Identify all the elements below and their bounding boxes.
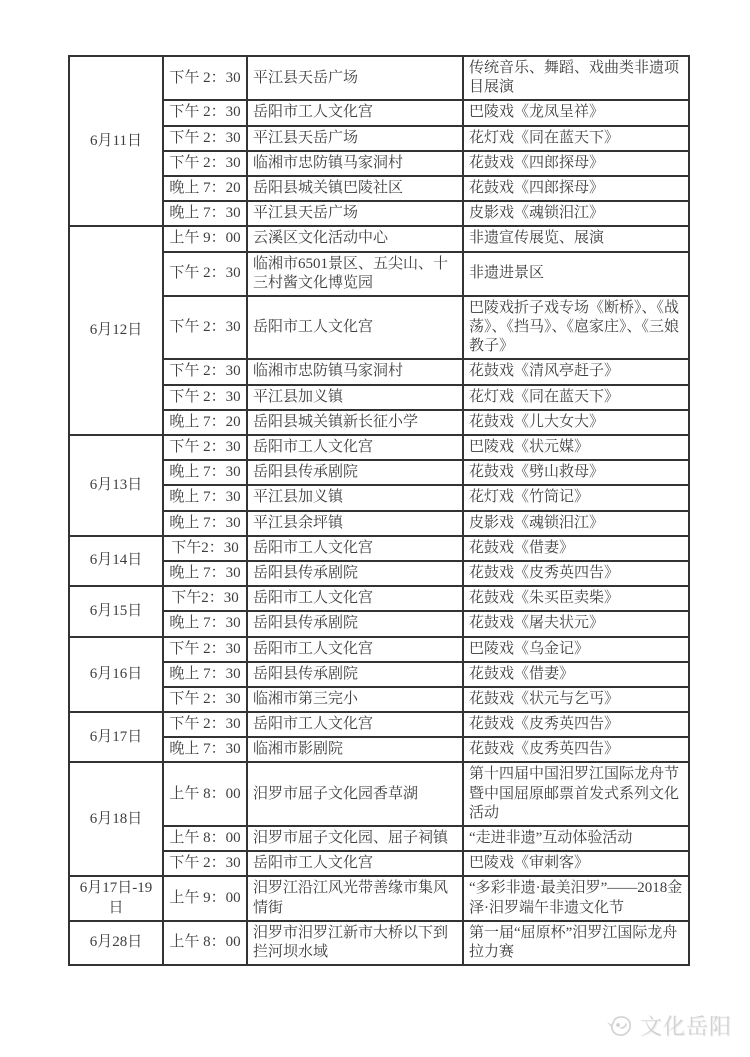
event-cell: 花鼓戏《朱买臣卖柴》: [463, 586, 689, 611]
time-cell: 晚上 7：30: [163, 737, 247, 762]
event-cell: 花灯戏《竹筒记》: [463, 485, 689, 510]
time-cell: 下午 2：30: [163, 851, 247, 876]
time-cell: 晚上 7：30: [163, 611, 247, 636]
time-cell: 下午 2：30: [163, 126, 247, 151]
event-cell: 巴陵戏《状元媒》: [463, 435, 689, 460]
location-cell: 临湘市忠防镇马家洞村: [247, 359, 463, 384]
location-cell: 岳阳市工人文化宫: [247, 100, 463, 125]
time-cell: 晚上 7：30: [163, 485, 247, 510]
time-cell: 下午 2：30: [163, 637, 247, 662]
time-cell: 晚上 7：30: [163, 662, 247, 687]
date-cell: 6月14日: [69, 536, 163, 586]
time-cell: 下午 2：30: [163, 296, 247, 360]
location-cell: 岳阳县传承剧院: [247, 460, 463, 485]
location-cell: 汨罗市屈子文化园、屈子祠镇: [247, 826, 463, 851]
location-cell: 平江县余坪镇: [247, 511, 463, 536]
time-cell: 下午 2：30: [163, 385, 247, 410]
event-cell: 花鼓戏《四郎探母》: [463, 151, 689, 176]
schedule-table-body: [69, 56, 689, 965]
table-row: [69, 586, 689, 611]
location-cell: 临湘市第三完小: [247, 687, 463, 712]
event-cell: 传统音乐、舞蹈、戏曲类非遗项目展演: [463, 56, 689, 100]
event-cell: 花灯戏《同在蓝天下》: [463, 385, 689, 410]
event-cell: 皮影戏《魂锁汨江》: [463, 201, 689, 226]
location-cell: 临湘市6501景区、五尖山、十三村酱文化博览园: [247, 252, 463, 296]
location-cell: 岳阳市工人文化宫: [247, 296, 463, 360]
event-cell: 第一届“屈原杯”汨罗江国际龙舟拉力赛: [463, 921, 689, 965]
table-row: [69, 762, 689, 826]
time-cell: 晚上 7：20: [163, 410, 247, 435]
location-cell: 岳阳市工人文化宫: [247, 536, 463, 561]
location-cell: 岳阳市工人文化宫: [247, 637, 463, 662]
date-cell: 6月12日: [69, 226, 163, 435]
schedule-table: [68, 55, 690, 966]
event-cell: 花鼓戏《清风亭赶子》: [463, 359, 689, 384]
location-cell: 岳阳县传承剧院: [247, 662, 463, 687]
location-cell: 岳阳市工人文化宫: [247, 435, 463, 460]
location-cell: 平江县加义镇: [247, 385, 463, 410]
event-cell: 花鼓戏《劈山救母》: [463, 460, 689, 485]
event-cell: 第十四届中国汨罗江国际龙舟节暨中国屈原邮票首发式系列文化活动: [463, 762, 689, 826]
time-cell: 上午 8：00: [163, 921, 247, 965]
location-cell: 汨罗市汨罗江新市大桥以下到拦河坝水域: [247, 921, 463, 965]
location-cell: 岳阳县城关镇巴陵社区: [247, 176, 463, 201]
watermark-label: 文化岳阳: [639, 1014, 732, 1039]
event-cell: 花鼓戏《皮秀英四告》: [463, 737, 689, 762]
event-cell: 巴陵戏《乌金记》: [463, 637, 689, 662]
event-cell: “多彩非遗·最美汨罗”——2018金泽·汨罗端午非遗文化节: [463, 876, 689, 920]
time-cell: 下午2：30: [163, 536, 247, 561]
time-cell: 下午 2：30: [163, 252, 247, 296]
location-cell: 临湘市影剧院: [247, 737, 463, 762]
location-cell: 岳阳县城关镇新长征小学: [247, 410, 463, 435]
time-cell: 下午 2：30: [163, 100, 247, 125]
time-cell: 上午 9：00: [163, 876, 247, 920]
bird-logo-icon: [605, 1013, 635, 1039]
table-row: [69, 712, 689, 737]
date-cell: 6月18日: [69, 762, 163, 876]
time-cell: 下午 2：30: [163, 56, 247, 100]
table-row: [69, 876, 689, 920]
table-row: [69, 536, 689, 561]
time-cell: 下午 2：30: [163, 712, 247, 737]
location-cell: 平江县天岳广场: [247, 201, 463, 226]
event-cell: 花鼓戏《儿大女大》: [463, 410, 689, 435]
date-cell: 6月16日: [69, 637, 163, 713]
event-cell: 巴陵戏《龙凤呈祥》: [463, 100, 689, 125]
date-cell: 6月11日: [69, 56, 163, 226]
location-cell: 云溪区文化活动中心: [247, 226, 463, 251]
time-cell: 晚上 7：20: [163, 176, 247, 201]
date-cell: 6月17日-19日: [69, 876, 163, 920]
event-cell: 巴陵戏折子戏专场《断桥》、《战荡》、《挡马》、《扈家庄》、《三娘教子》: [463, 296, 689, 360]
table-row: [69, 226, 689, 251]
time-cell: 下午 2：30: [163, 687, 247, 712]
time-cell: 下午 2：30: [163, 151, 247, 176]
event-cell: 花鼓戏《借妻》: [463, 536, 689, 561]
event-cell: 花鼓戏《四郎探母》: [463, 176, 689, 201]
table-row: [69, 435, 689, 460]
table-row: [69, 921, 689, 965]
location-cell: 临湘市忠防镇马家洞村: [247, 151, 463, 176]
table-row: [69, 637, 689, 662]
location-cell: 岳阳市工人文化宫: [247, 712, 463, 737]
time-cell: 上午 8：00: [163, 762, 247, 826]
location-cell: 岳阳县传承剧院: [247, 561, 463, 586]
watermark: [605, 1010, 732, 1041]
date-cell: 6月17日: [69, 712, 163, 762]
location-cell: 汨罗市屈子文化园香草湖: [247, 762, 463, 826]
time-cell: 晚上 7：30: [163, 460, 247, 485]
time-cell: 晚上 7：30: [163, 511, 247, 536]
date-cell: 6月13日: [69, 435, 163, 536]
time-cell: 上午 8：00: [163, 826, 247, 851]
time-cell: 下午 2：30: [163, 359, 247, 384]
location-cell: 岳阳市工人文化宫: [247, 851, 463, 876]
time-cell: 下午2：30: [163, 586, 247, 611]
time-cell: 下午 2：30: [163, 435, 247, 460]
event-cell: 花鼓戏《屠夫状元》: [463, 611, 689, 636]
time-cell: 晚上 7：30: [163, 561, 247, 586]
event-cell: “走进非遗”互动体验活动: [463, 826, 689, 851]
location-cell: 岳阳市工人文化宫: [247, 586, 463, 611]
event-cell: 花鼓戏《皮秀英四告》: [463, 561, 689, 586]
date-cell: 6月15日: [69, 586, 163, 636]
event-cell: 非遗宣传展览、展演: [463, 226, 689, 251]
location-cell: 平江县加义镇: [247, 485, 463, 510]
event-cell: 花灯戏《同在蓝天下》: [463, 126, 689, 151]
event-cell: 花鼓戏《状元与乞丐》: [463, 687, 689, 712]
location-cell: 平江县天岳广场: [247, 126, 463, 151]
event-cell: 非遗进景区: [463, 252, 689, 296]
table-row: [69, 56, 689, 100]
location-cell: 岳阳县传承剧院: [247, 611, 463, 636]
location-cell: 平江县天岳广场: [247, 56, 463, 100]
time-cell: 晚上 7：30: [163, 201, 247, 226]
location-cell: 汨罗江沿江风光带善缘市集风情街: [247, 876, 463, 920]
date-cell: 6月28日: [69, 921, 163, 965]
time-cell: 上午 9：00: [163, 226, 247, 251]
event-cell: 巴陵戏《审刺客》: [463, 851, 689, 876]
event-cell: 花鼓戏《借妻》: [463, 662, 689, 687]
event-cell: 花鼓戏《皮秀英四告》: [463, 712, 689, 737]
event-cell: 皮影戏《魂锁汨江》: [463, 511, 689, 536]
